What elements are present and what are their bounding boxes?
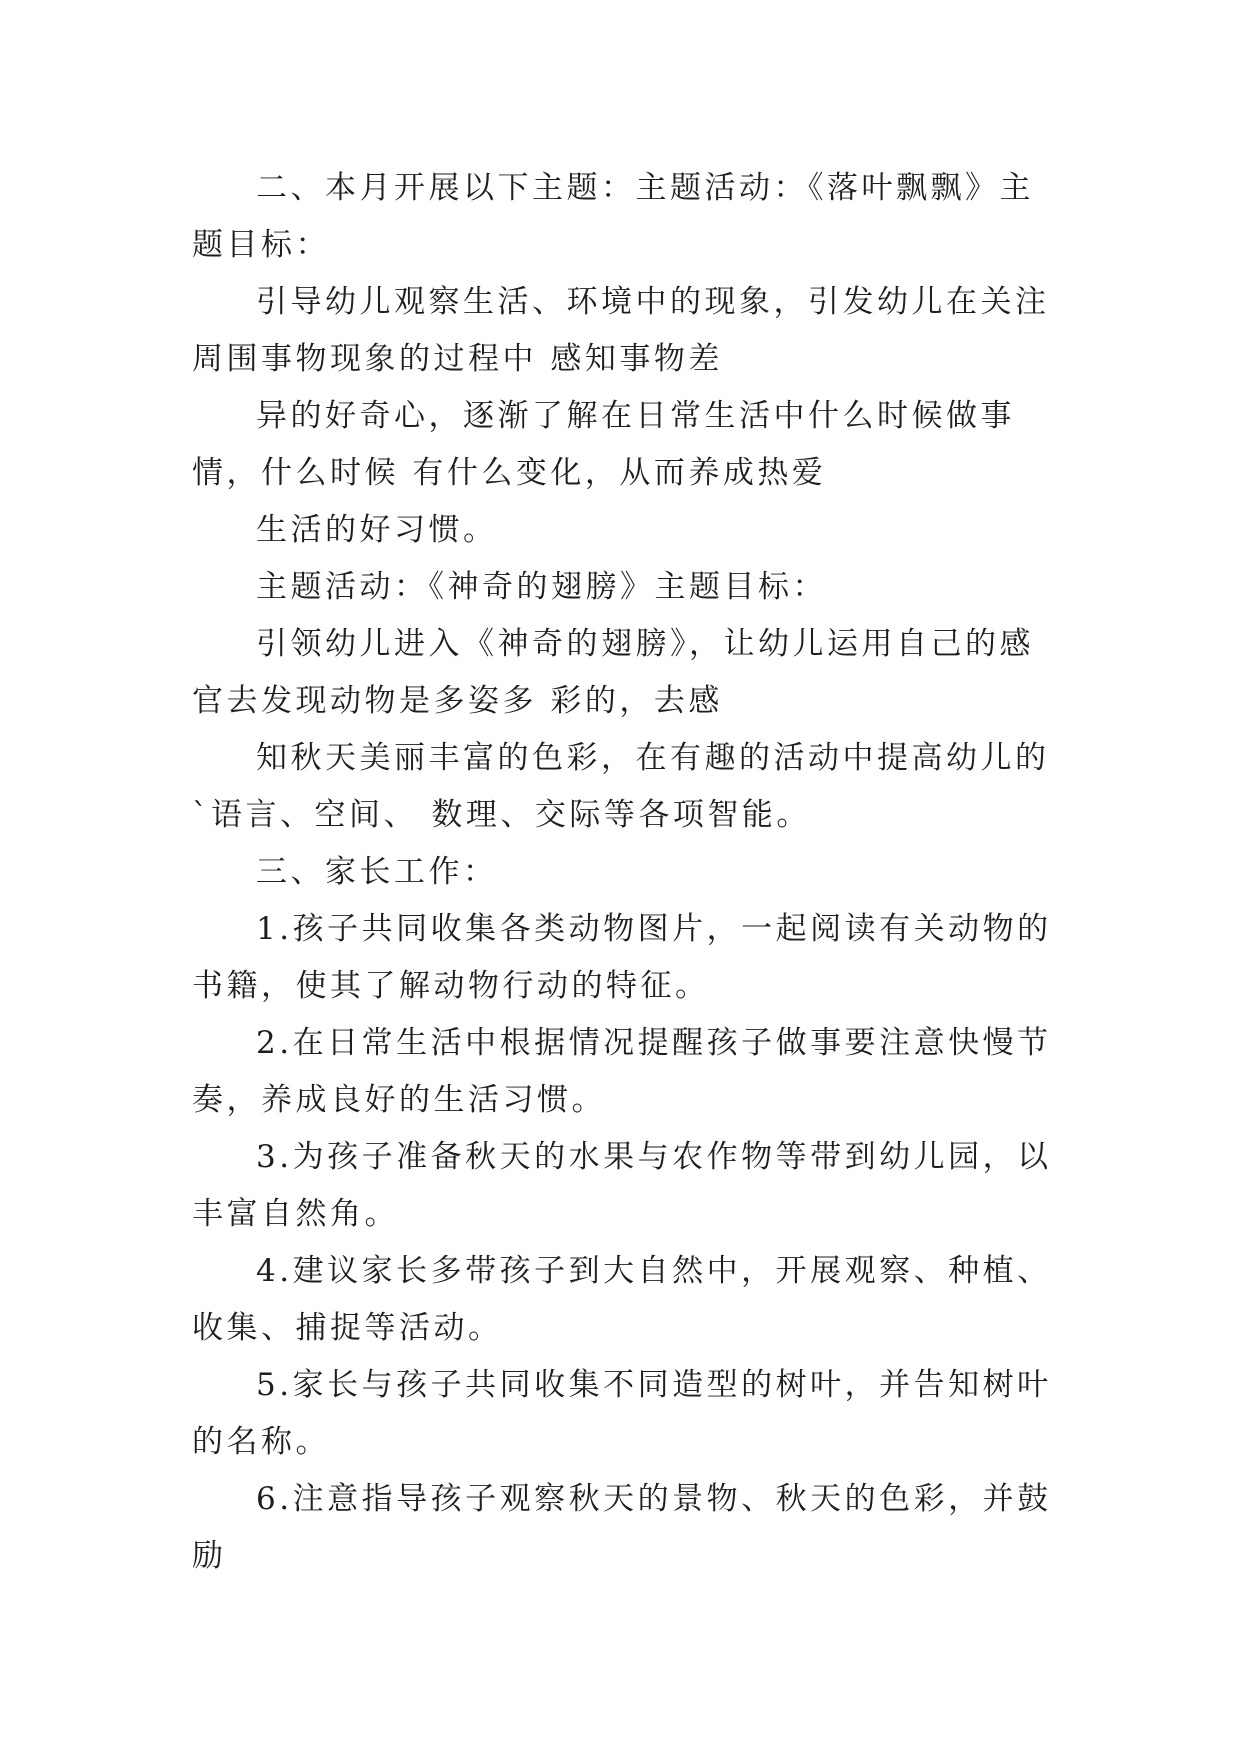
paragraph-parent-task-6: 6.注意指导孩子观察秋天的景物、秋天的色彩，并鼓励 bbox=[192, 1481, 1052, 1574]
paragraph-section-three-heading: 三、家长工作： bbox=[256, 854, 498, 890]
paragraph-falling-leaves-goal-3: 生活的好习惯。 bbox=[256, 512, 498, 548]
paragraph-parent-task-1: 1.孩子共同收集各类动物图片，一起阅读有关动物的书籍，使其了解动物行动的特征。 bbox=[192, 911, 1052, 1004]
paragraph-section-two-heading: 二、本月开展以下主题：主题活动：《落叶飘飘》主题目标： bbox=[192, 170, 1034, 263]
paragraph-parent-task-4: 4.建议家长多带孩子到大自然中，开展观察、种植、收集、捕捉等活动。 bbox=[192, 1253, 1052, 1346]
paragraph-falling-leaves-goal-1: 引导幼儿观察生活、环境中的现象，引发幼儿在关注周围事物现象的过程中 感知事物差 bbox=[192, 284, 1050, 377]
document-body bbox=[192, 160, 1062, 1585]
paragraph-parent-task-3: 3.为孩子准备秋天的水果与农作物等带到幼儿园，以丰富自然角。 bbox=[192, 1139, 1052, 1232]
paragraph-magic-wings-goal-1: 引领幼儿进入《神奇的翅膀》，让幼儿运用自己的感官去发现动物是多姿多 彩的，去感 bbox=[192, 626, 1034, 719]
paragraph-magic-wings-heading: 主题活动：《神奇的翅膀》主题目标： bbox=[256, 569, 827, 605]
paragraph-falling-leaves-goal-2: 异的好奇心，逐渐了解在日常生活中什么时候做事情，什么时候 有什么变化，从而养成热爱 bbox=[192, 398, 1015, 491]
paragraph-parent-task-2: 2.在日常生活中根据情况提醒孩子做事要注意快慢节奏，养成良好的生活习惯。 bbox=[192, 1025, 1052, 1118]
paragraph-parent-task-5: 5.家长与孩子共同收集不同造型的树叶，并告知树叶的名称。 bbox=[192, 1367, 1052, 1460]
paragraph-magic-wings-goal-2: 知秋天美丽丰富的色彩，在有趣的活动中提高幼儿的`语言、空间、 数理、交际等各项智能。 bbox=[192, 740, 1050, 833]
